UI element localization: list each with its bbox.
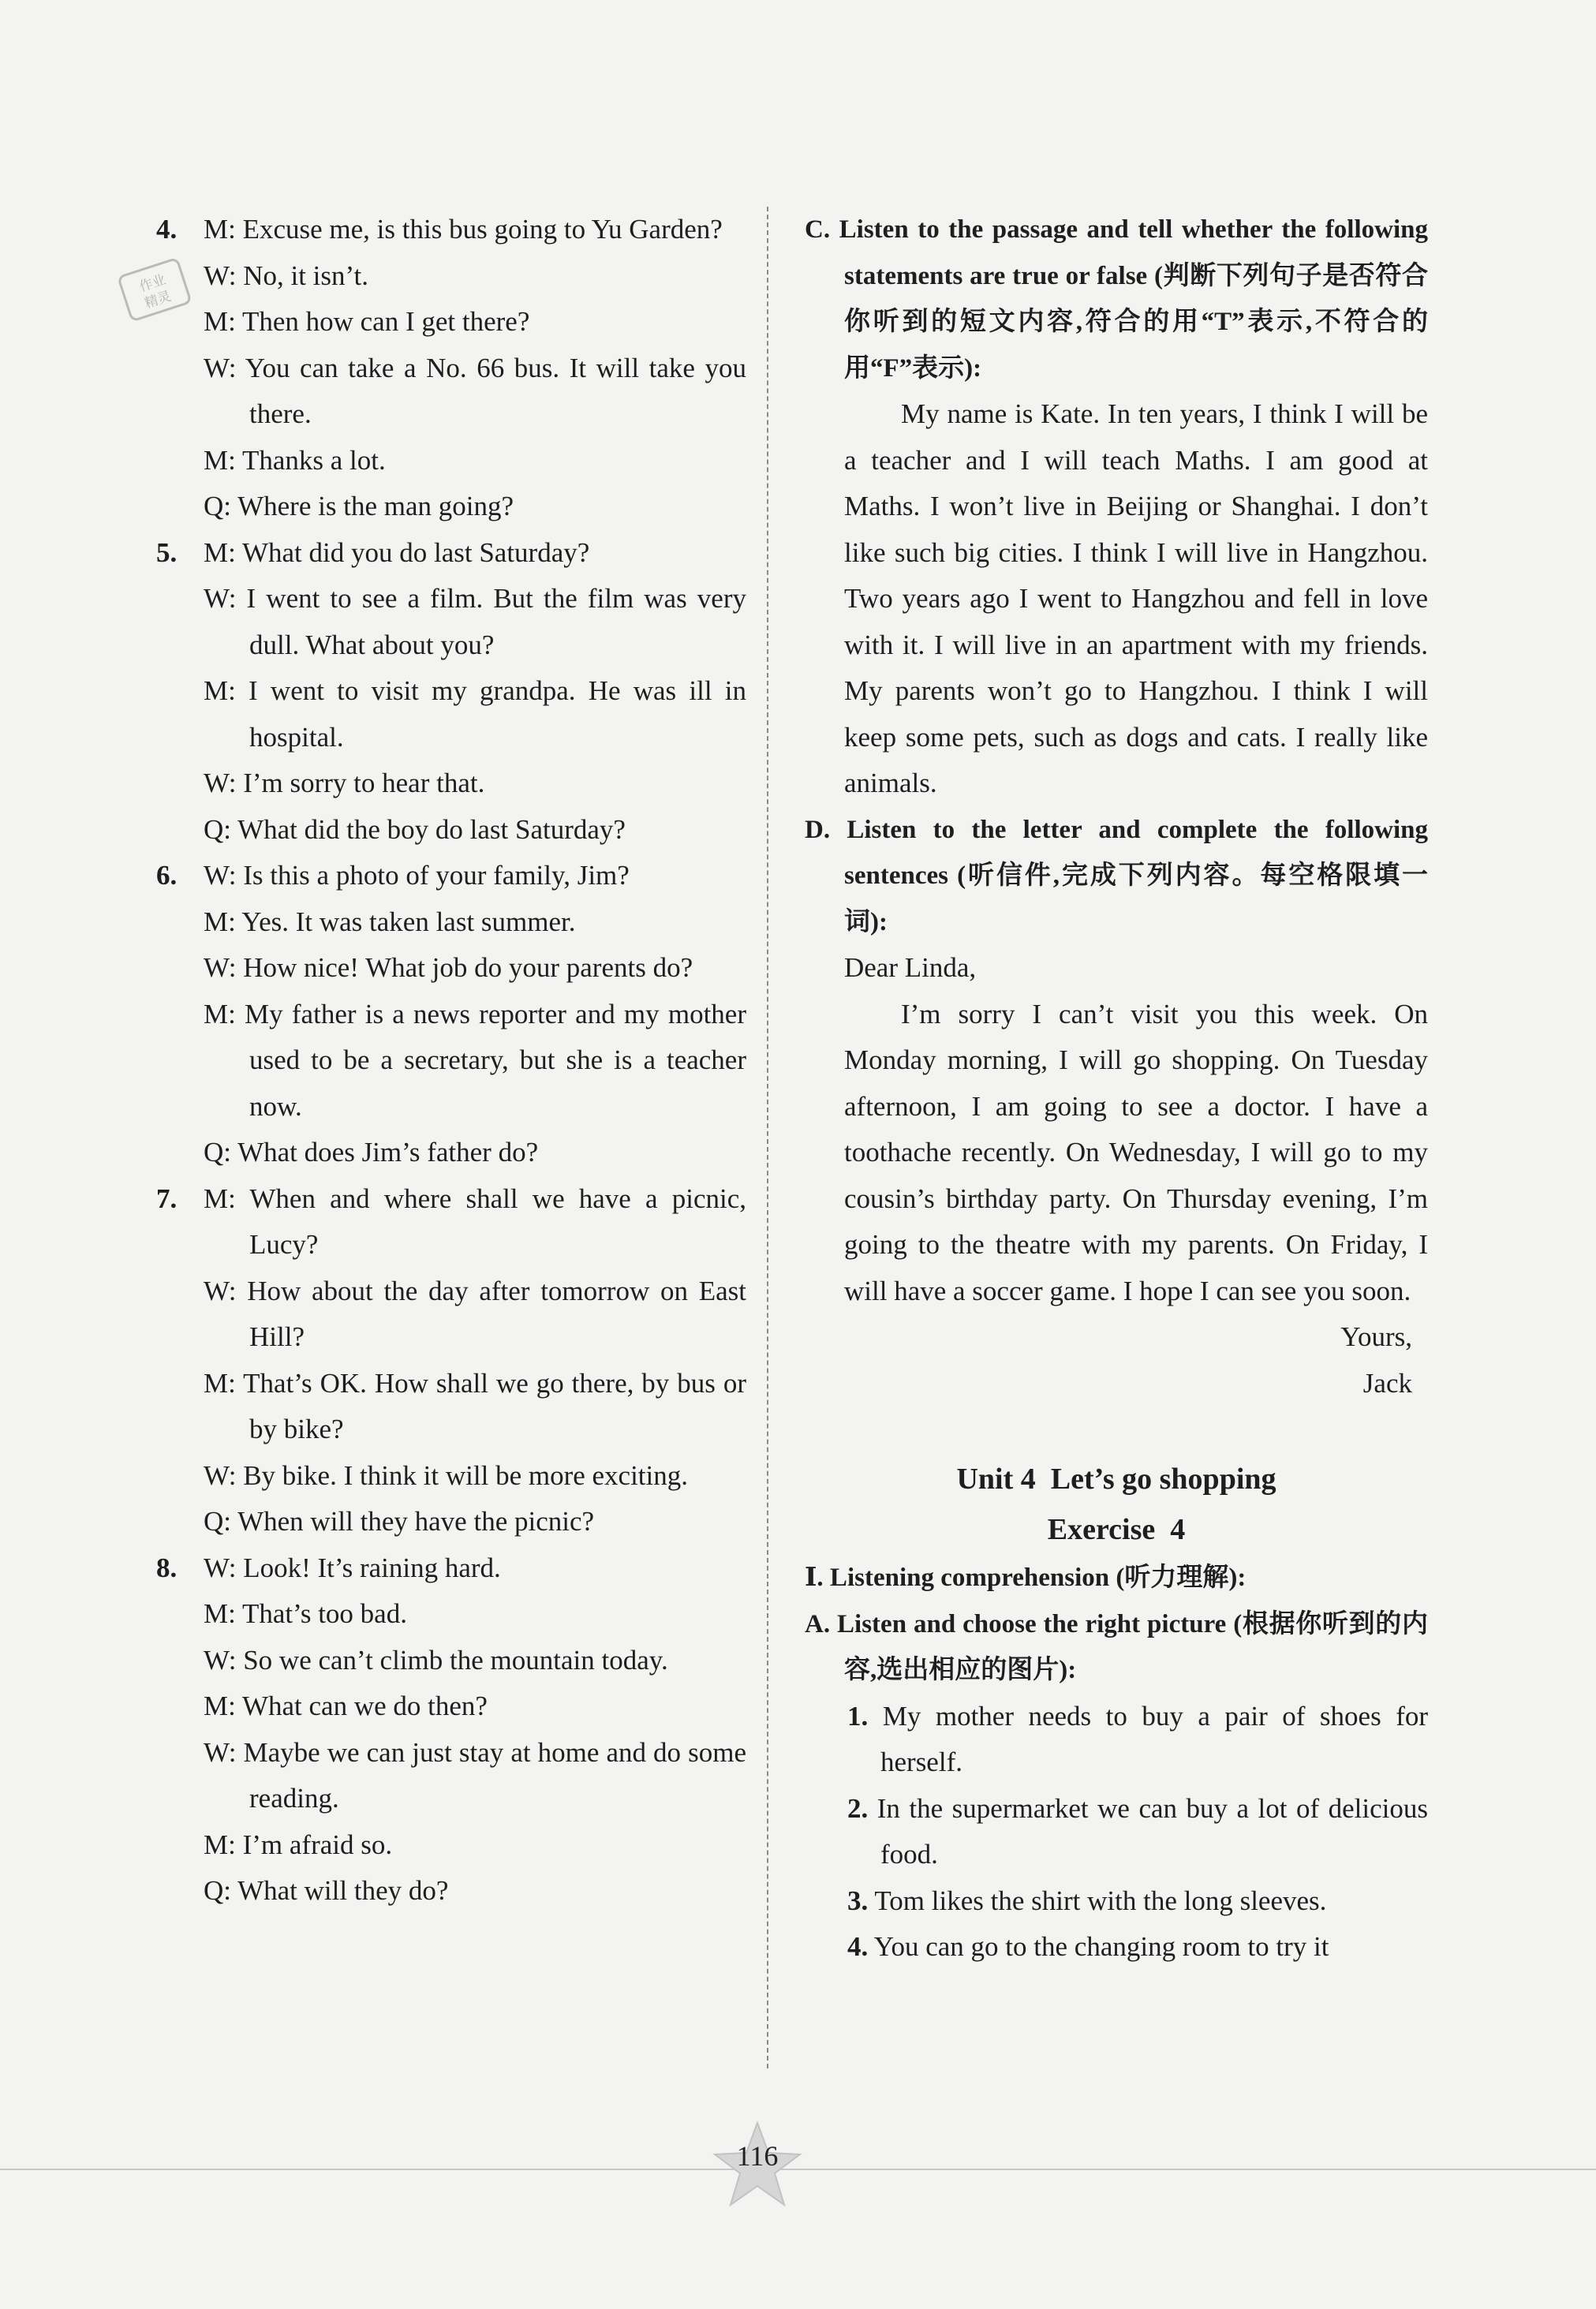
section-d-instructions: Listen to the letter and complete the following sentences (听信件,完成下列内容。每空格限填一词): — [844, 815, 1429, 936]
exercise-title: Exercise 4 — [1047, 1513, 1186, 1546]
list-item — [805, 1924, 1428, 1971]
unit-title: Unit 4 Let’s go shopping — [956, 1463, 1276, 1496]
list-item — [805, 1694, 1428, 1786]
item-number: 3. — [847, 1885, 869, 1916]
item-number: 2. — [847, 1792, 869, 1824]
dialog-line: W: I’m sorry to hear that. — [204, 768, 485, 798]
dialog-line: M: Thanks a lot. — [204, 444, 386, 476]
section-c-heading — [805, 207, 1428, 391]
dialog-number: 7. — [156, 1183, 178, 1214]
dialog-line: Q: What does Jim’s father do? — [204, 1137, 539, 1168]
part-one-heading: Ⅰ. Listening comprehension (听力理解): — [805, 1564, 1247, 1592]
dialog-line: W: How nice! What job do your parents do? — [204, 952, 693, 983]
item-number: 1. — [847, 1700, 869, 1732]
dialog-line: M: Then how can I get there? — [204, 306, 530, 337]
item-number: 4. — [847, 1931, 869, 1962]
section-a-heading — [805, 1601, 1428, 1694]
svg-text:作业: 作业 — [137, 271, 168, 296]
section-a-items — [805, 1694, 1428, 1971]
dialog-line: W: No, it isn’t. — [204, 260, 369, 291]
dialog-line: W: Maybe we can just stay at home and do some reading. — [204, 1736, 746, 1814]
section-a-label: A. — [805, 1609, 831, 1638]
dialog-number: 4. — [156, 214, 178, 245]
dialog-line: W: By bike. I think it will be more exciting. — [204, 1459, 689, 1491]
section-d-heading — [805, 807, 1428, 946]
section-d-label: D. — [805, 815, 831, 844]
dialog-line: W: So we can’t climb the mountain today. — [204, 1644, 668, 1676]
dialog-line: M: My father is a news reporter and my mother used to be a secretary, but she is a teacher now. — [204, 998, 746, 1122]
letter-body: I’m sorry I can’t visit you this week. On Monday morning, I will go shopping. On Tuesday afternoon, I am going to see a doctor. I have a toothache recently. On Wednesday, I will go to my cousin’s birthday party. On Thursday evening, I’m going to the theatre with my parents. On Friday, I will have a soccer game. I hope I can see you soon. — [844, 998, 1428, 1306]
item-text: My mother needs to buy a pair of shoes for herself. — [880, 1700, 1429, 1777]
dialog-line: Q: What did the boy do last Saturday? — [204, 813, 626, 845]
dialog-8 — [156, 1545, 746, 1915]
dialog-line: W: How about the day after tomorrow on East Hill? — [204, 1275, 746, 1352]
dialog-line: Q: What will they do? — [204, 1875, 449, 1906]
left-column — [156, 207, 746, 1915]
section-c-instructions: Listen to the passage and tell whether the following statements are true or false (判断下列句子是否符合你听到的短文内容,符合的用“T”表示,不符合的用“F”表示): — [839, 215, 1428, 383]
dialog-6 — [156, 853, 746, 1176]
dialog-line: W: You can take a No. 66 bus. It will take you there. — [204, 352, 746, 429]
item-text: You can go to the changing room to try it — [873, 1931, 1329, 1962]
letter-signature: Jack — [1362, 1367, 1412, 1399]
svg-text:精灵: 精灵 — [142, 288, 174, 312]
section-a-instructions: Listen and choose the right picture (根据你听到的内容,选出相应的图片): — [837, 1609, 1428, 1684]
dialog-line: Q: Where is the man going? — [204, 491, 514, 521]
dialog-line: W: I went to see a film. But the film was very dull. What about you? — [204, 583, 746, 660]
section-c-passage: My name is Kate. In ten years, I think I will be a teacher and I will teach Maths. I am good at Maths. I won’t live in Beijing or Shanghai. I don’t like such big cities. I think I will live in Hangzhou. Two years ago I went to Hangzhou and fell in love with it. I will live in an apartment with my friends. My parents won’t go to Hangzhou. I think I will keep some pets, such as dogs and cats. I really like animals. — [844, 398, 1428, 798]
dialog-line: Q: When will they have the picnic? — [204, 1506, 595, 1537]
list-item — [805, 1786, 1428, 1878]
dialog-line: M: What did you do last Saturday? — [204, 536, 590, 568]
dialog-number: 5. — [156, 536, 178, 568]
dialog-line: M: I’m afraid so. — [204, 1829, 393, 1860]
dialog-line: M: That’s too bad. — [204, 1598, 407, 1629]
dialog-line: M: Excuse me, is this bus going to Yu Garden? — [204, 214, 723, 245]
dialog-5 — [156, 530, 746, 854]
column-divider — [767, 207, 768, 2068]
dialog-number: 8. — [156, 1552, 178, 1583]
list-item — [805, 1878, 1428, 1925]
dialog-line: W: Look! It’s raining hard. — [204, 1552, 501, 1583]
dialog-line: M: That’s OK. How shall we go there, by bus or by bike? — [204, 1367, 746, 1444]
section-c-label: C. — [805, 215, 831, 244]
dialog-line: M: What can we do then? — [204, 1691, 488, 1721]
dialog-4 — [156, 207, 746, 530]
item-text: Tom likes the shirt with the long sleeves. — [874, 1885, 1327, 1916]
dialog-number: 6. — [156, 860, 178, 891]
page-number: 116 — [736, 2140, 779, 2172]
dialog-line: W: Is this a photo of your family, Jim? — [204, 860, 630, 891]
dialog-line: M: I went to visit my grandpa. He was ill in hospital. — [204, 675, 746, 753]
letter-closing: Yours, — [1340, 1321, 1412, 1352]
letter-greeting: Dear Linda, — [844, 952, 977, 983]
dialog-line: M: Yes. It was taken last summer. — [204, 906, 576, 937]
right-column — [805, 207, 1428, 1971]
dialog-7 — [156, 1176, 746, 1545]
item-text: In the supermarket we can buy a lot of delicious food. — [876, 1792, 1428, 1870]
dialog-line: M: When and where shall we have a picnic, Lucy? — [204, 1183, 746, 1260]
